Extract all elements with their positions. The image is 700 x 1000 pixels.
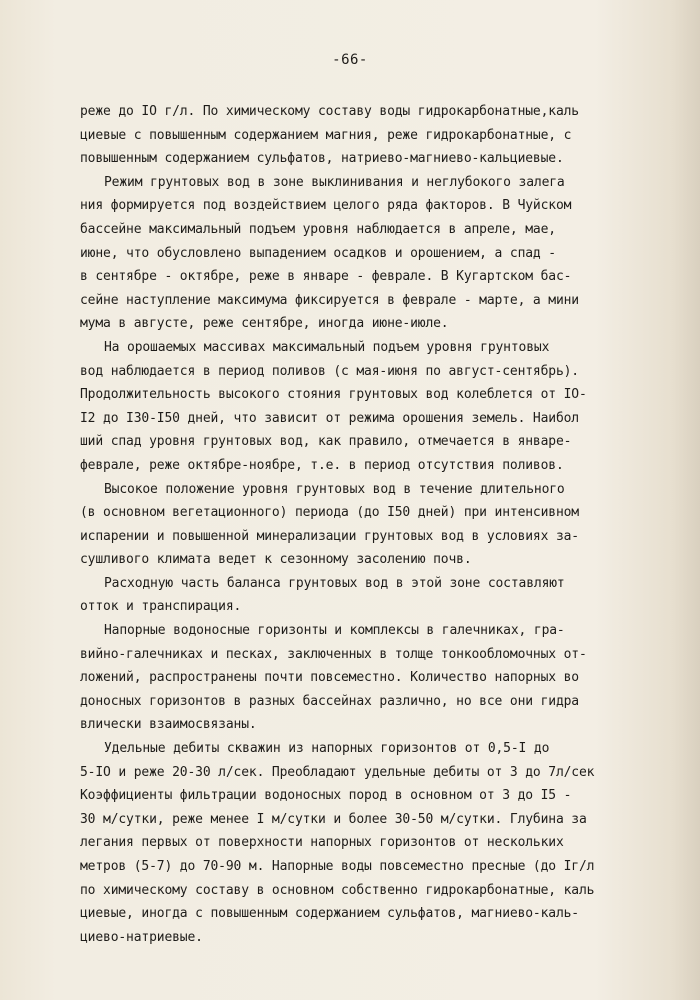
text-line: сушливого климата ведет к сезонному засолению почв.	[80, 552, 472, 568]
text-line: Режим грунтовых вод в зоне выклинивания и неглубокого залега	[104, 174, 565, 190]
text-line: Продолжительность высокого стояния грунтовых вод колеблется от IO-	[80, 387, 587, 403]
text-line: сейне наступление максимума фиксируется в феврале - марте, а мини	[80, 292, 579, 308]
text-line: Высокое положение уровня грунтовых вод в течение длительного	[104, 481, 565, 497]
text-line: реже до IO г/л. По химическому составу воды гидрокарбонатные,каль	[80, 104, 579, 119]
text-line: мума в августе, реже сентябре, иногда июне-июле.	[80, 316, 449, 332]
text-line: испарении и повышенной минерализации грунтовых вод в условиях за-	[80, 528, 579, 544]
text-line: Коэффициенты фильтрации водоносных пород в основном от 3 до I5 -	[80, 788, 572, 804]
text-line: циевые с повышенным содержанием магния, реже гидрокарбонатные, с	[80, 127, 572, 143]
text-line: I2 до I30-I50 дней, что зависит от режима орошения земель. Наибол	[80, 410, 579, 426]
text-line: повышенным содержанием сульфатов, натриево-магниево-кальциевые.	[80, 151, 564, 167]
text-line: июне, что обусловлено выпадением осадков и орошением, а спад -	[80, 245, 556, 261]
text-line: ший спад уровня грунтовых вод, как правило, отмечается в январе-	[80, 434, 572, 450]
text-line: 5-IO и реже 20-30 л/сек. Преобладают удельные дебиты от 3 до 7л/сек	[80, 764, 595, 780]
text-line: по химическому составу в основном собственно гидрокарбонатные, каль	[80, 882, 595, 898]
text-line: циево-натриевые.	[80, 929, 203, 945]
text-line: ложений, распространены почти повсеместно. Количество напорных во	[80, 670, 579, 686]
text-line: вийно-галечниках и песках, заключенных в толще тонкообломочных от-	[80, 646, 587, 662]
text-line: вод наблюдается в период поливов (с мая-июня по август-сентябрь).	[80, 363, 579, 379]
text-line: (в основном вегетационного) периода (до I50 дней) при интенсивном	[80, 505, 579, 521]
text-line: легания первых от поверхности напорных горизонтов от нескольких	[80, 835, 564, 851]
text-line: ния формируется под воздействием целого ряда факторов. В Чуйском	[80, 198, 572, 214]
text-line: в сентябре - октябре, реже в январе - феврале. В Кугартском бас-	[80, 269, 572, 285]
text-line: На орошаемых массивах максимальный подъем уровня грунтовых	[104, 339, 550, 355]
text-line: метров (5-7) до 70-90 м. Напорные воды повсеместно пресные (до Iг/л	[80, 859, 595, 874]
page-number: -66-	[332, 52, 368, 68]
body-text	[80, 100, 696, 949]
text-line: влически взаимосвязаны.	[80, 717, 257, 733]
text-line: 30 м/сутки, реже менее I м/сутки и более 30-50 м/сутки. Глубина за	[80, 811, 587, 827]
text-line: Расходную часть баланса грунтовых вод в этой зоне составляют	[104, 575, 565, 591]
text-line: циевые, иногда с повышенным содержанием сульфатов, магниево-каль-	[80, 906, 579, 922]
text-line: отток и транспирация.	[80, 599, 242, 615]
text-line: феврале, реже октябре-ноябре, т.е. в период отсутствия поливов.	[80, 457, 564, 473]
text-line: Напорные водоносные горизонты и комплексы в галечниках, гра-	[104, 623, 565, 639]
text-line: бассейне максимальный подъем уровня наблюдается в апреле, мае,	[80, 221, 556, 237]
text-line: Удельные дебиты скважин из напорных горизонтов от 0,5-I до	[104, 741, 550, 757]
text-line: доносных горизонтов в разных бассейнах различно, но все они гидра	[80, 693, 579, 709]
